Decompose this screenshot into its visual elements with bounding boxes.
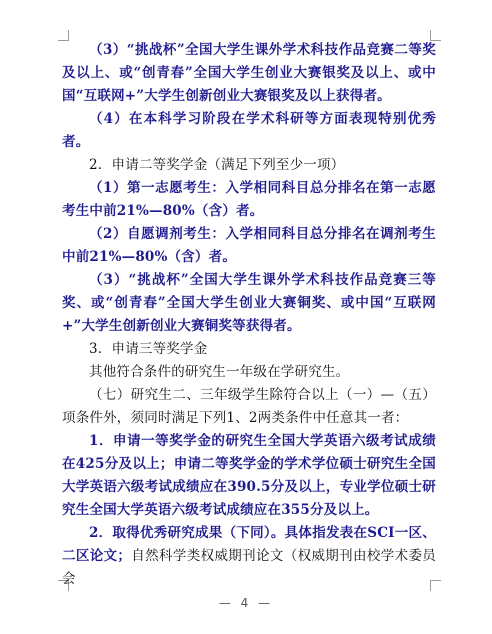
paragraph-first-choice-ranking: （1）第一志愿考生：入学相同科目总分排名在第一志愿考生中前21%—80%（含）者。 <box>62 180 436 219</box>
research-results-bold-text: 2．取得优秀研究成果（下同）。具体指发表在SCI一区、二区论文； <box>62 525 436 564</box>
paragraph-challenge-cup-third: （3）“挑战杯”全国大学生课外学术科技作品竞赛三等奖、或“创青春”全国大学生创业大赛铜奖、或中国“互联网+”大学生创新创业大赛铜奖等获得者。 <box>62 272 436 334</box>
paragraph-adjusted-ranking: （2）自愿调剂考生：入学相同科目总分排名在调剂考生中前21%—80%（含）者。 <box>62 226 436 265</box>
paragraph-research-results <box>62 522 436 591</box>
research-results-plain-text: 自然科学类权威期刊论文（权威期刊由校学术委员会 <box>62 548 437 587</box>
page-number: — 4 — <box>218 596 274 610</box>
paragraph-cet6-requirement: 1．申请一等奖学金的研究生全国大学英语六级考试成绩在425分及以上；申请二等奖学金的学术学位硕士研究生全国大学英语六级考试成绩应在390.5分及以上，专业学位硕士研究生全国大学英语六级考试成绩应在355分及以上。 <box>62 433 436 518</box>
heading-second-prize: 2．申请二等奖学金（满足下列至少一项） <box>89 157 345 173</box>
paragraph-other-first-year: 其他符合条件的研究生一年级在学研究生。 <box>89 364 350 380</box>
paragraph-challenge-cup-second: （3）“挑战杯”全国大学生课外学术科技作品竞赛二等奖及以上、或“创青春”全国大学生创业大赛银奖及以上、或中国“互联网+”大学生创新创业大赛银奖及以上获得者。 <box>62 42 436 104</box>
paragraph-second-third-year: （七）研究生二、三年级学生除符合以上（一）—（五）项条件外，须同时满足下列1、2两类条件中任意其一者： <box>62 387 436 426</box>
heading-third-prize: 3．申请三等奖学金 <box>89 341 208 357</box>
document-body <box>62 39 436 591</box>
paragraph-research-excellence: （4）在本科学习阶段在学术科研等方面表现特别优秀者。 <box>62 111 436 150</box>
